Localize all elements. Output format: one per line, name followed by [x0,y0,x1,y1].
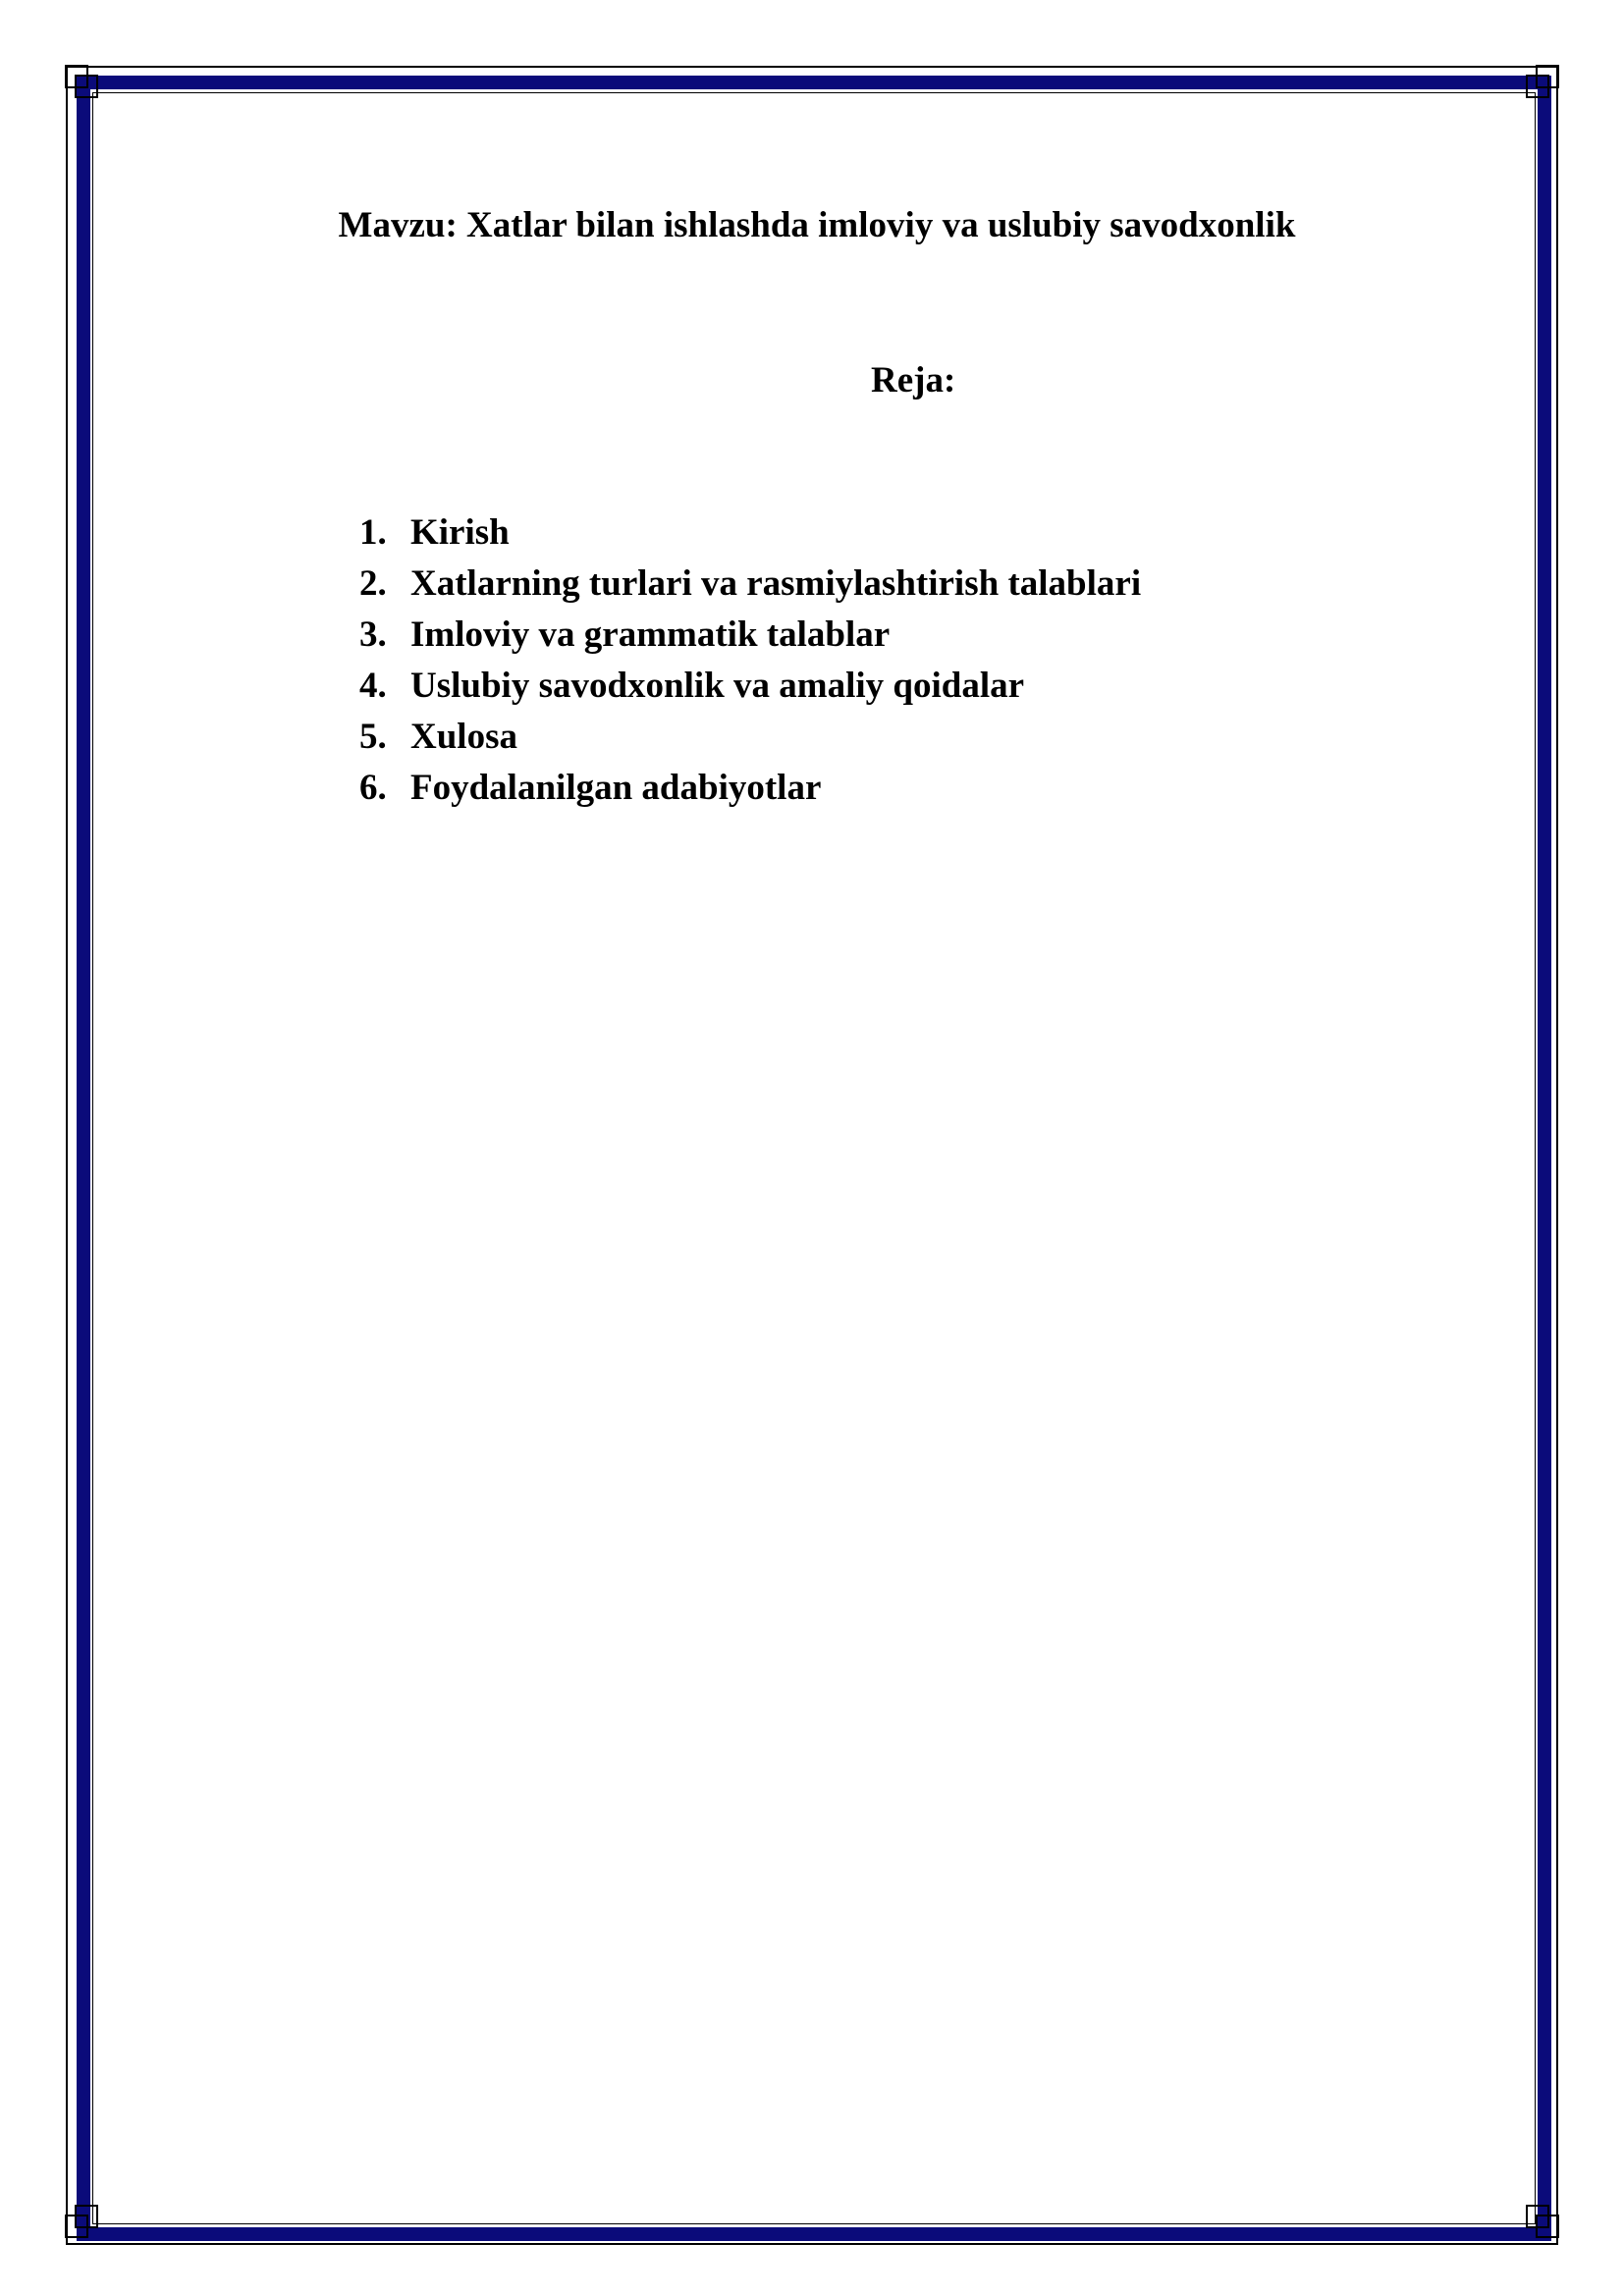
list-item-number: 5. [359,717,387,757]
list-item-number: 4. [359,666,387,706]
list-item [359,507,1141,559]
list-item-number: 1. [359,512,387,553]
list-item [359,559,1141,610]
list-item-number: 3. [359,614,387,655]
list-item-text: Kirish [410,512,510,553]
list-item-text: Xulosa [410,717,517,757]
plan-list [359,507,1141,814]
list-item [359,712,1141,763]
topic-title: Mavzu: Xatlar bilan ishlashda imloviy va uslubiy savodxonlik [338,205,1296,245]
list-item-text: Xatlarning turlari va rasmiylashtirish talablari [410,563,1142,604]
list-item-text: Foydalanilgan adabiyotlar [410,768,822,808]
list-item-text: Uslubiy savodxonlik va amaliy qoidalar [410,666,1025,706]
list-item [359,610,1141,661]
list-item-number: 6. [359,768,387,808]
plan-heading: Reja: [871,360,956,400]
list-item-text: Imloviy va grammatik talablar [410,614,891,655]
list-item [359,763,1141,814]
list-item-number: 2. [359,563,387,604]
list-item [359,661,1141,712]
